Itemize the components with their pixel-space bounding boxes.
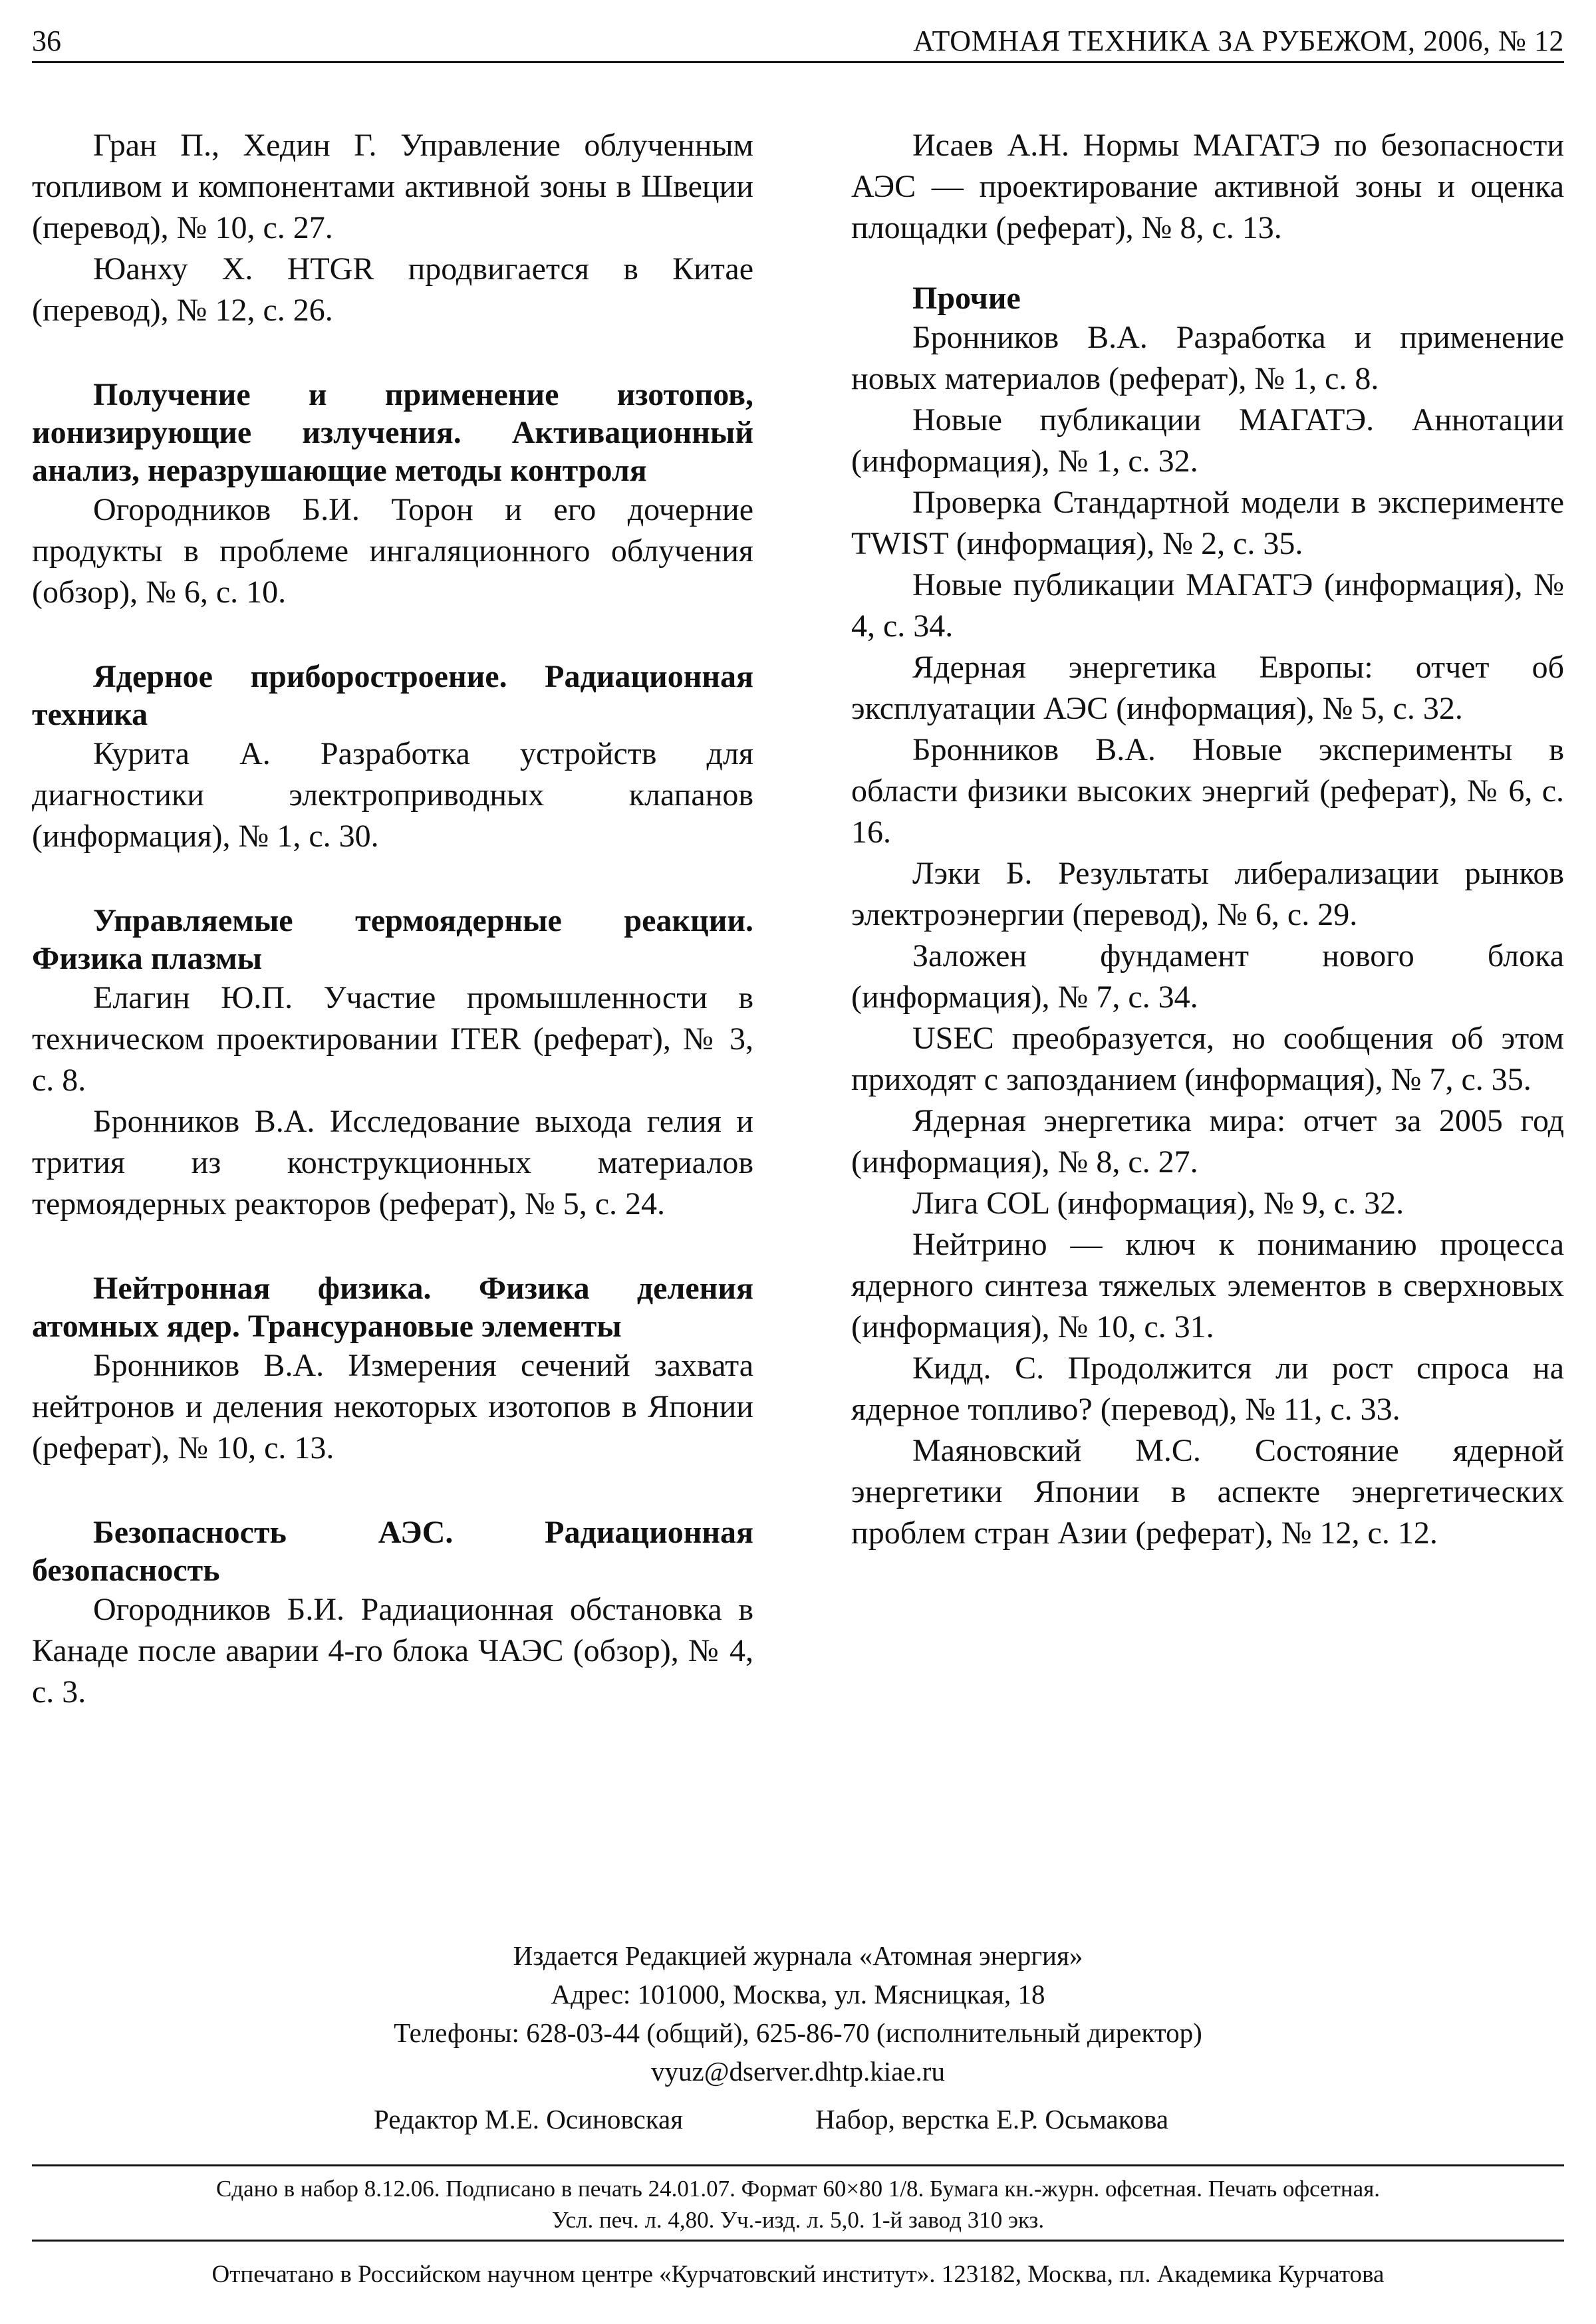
entry: Ядерная энергетика мира: отчет за 2005 год (информация), № 8, с. 27. <box>851 1103 1564 1180</box>
section-heading: Нейтронная физика. Физика деления атомных ядер. Трансурановые элементы <box>32 1271 753 1344</box>
entry: Бронников В.А. Измерения сечений захвата нейтронов и деления некоторых изотопов в Японии (реферат), № 10, с. 13. <box>32 1348 753 1466</box>
journal-title: АТОМНАЯ ТЕХНИКА ЗА РУБЕЖОМ, 2006, № 12 <box>913 25 1564 57</box>
editor-credit: Редактор М.Е. Осиновская <box>374 2104 684 2134</box>
section-heading: Безопасность АЭС. Радиационная безопасность <box>32 1515 753 1588</box>
section-heading: Получение и применение изотопов, ионизирующие излучения. Активационный анализ, неразрушающие методы контроля <box>32 377 753 488</box>
imprint-block <box>0 1936 1596 2138</box>
entry: Нейтрино — ключ к пониманию процесса ядерного синтеза тяжелых элементов в сверхновых (информация), № 10, с. 31. <box>851 1227 1564 1345</box>
page-number: 36 <box>32 25 61 57</box>
section-heading: Управляемые термоядерные реакции. Физика плазмы <box>32 903 753 976</box>
right-column <box>851 125 1564 1554</box>
entry: Проверка Стандартной модели в эксперименте TWIST (информация), № 2, с. 35. <box>851 485 1564 561</box>
tech-line-2: Усл. печ. л. 4,80. Уч.-изд. л. 5,0. 1-й завод 310 экз. <box>551 2207 1045 2233</box>
section-heading: Прочие <box>912 281 1021 316</box>
header-rule <box>32 61 1564 63</box>
editors-line <box>0 2100 1596 2138</box>
typesetting-credit: Набор, верстка Е.Р. Осьмакова <box>815 2104 1169 2134</box>
entry: Бронников В.А. Исследование выхода гелия и трития из конструкционных материалов термоядерных реакторов (реферат), № 5, с. 24. <box>32 1104 753 1222</box>
left-column <box>32 125 753 1713</box>
entry: USEC преобразуется, но сообщения об этом приходят с запозданием (информация), № 7, с. 35. <box>851 1021 1564 1097</box>
running-header <box>32 20 1564 61</box>
entry: Гран П., Хедин Г. Управление облученным топливом и компонентами активной зоны в Швеции (перевод), № 10, с. 27. <box>32 128 753 245</box>
entry: Ядерная энергетика Европы: отчет об эксплуатации АЭС (информация), № 5, с. 32. <box>851 650 1564 726</box>
entry: Лэки Б. Результаты либерализации рынков электроэнергии (перевод), № 6, с. 29. <box>851 856 1564 932</box>
entry: Бронников В.А. Новые эксперименты в области физики высоких энергий (реферат), № 6, с. 16. <box>851 732 1564 850</box>
entry: Огородников Б.И. Радиационная обстановка в Канаде после аварии 4-го блока ЧАЭС (обзор), № 4, с. 3. <box>32 1592 753 1710</box>
entry: Кидд. С. Продолжится ли рост спроса на ядерное топливо? (перевод), № 11, с. 33. <box>851 1351 1564 1427</box>
imprint-rule-top <box>32 2164 1564 2166</box>
address-line: Адрес: 101000, Москва, ул. Мясницкая, 18 <box>551 1979 1045 2009</box>
entry: Новые публикации МАГАТЭ. Аннотации (информация), № 1, с. 32. <box>851 402 1564 479</box>
entry: Лига COL (информация), № 9, с. 32. <box>912 1186 1404 1221</box>
email-line: vyuz@dserver.dhtp.kiae.ru <box>651 2056 945 2087</box>
publisher-line: Издается Редакцией журнала «Атомная энергия» <box>513 1940 1083 1971</box>
entry: Маяновский М.С. Состояние ядерной энергетики Японии в аспекте энергетических проблем стран Азии (реферат), № 12, с. 12. <box>851 1433 1564 1551</box>
entry: Курита А. Разработка устройств для диагностики электроприводных клапанов (информация), № 1, с. 30. <box>32 736 753 854</box>
entry: Елагин Ю.П. Участие промышленности в техническом проектировании ITER (реферат), № 3, с. 8. <box>32 980 753 1098</box>
entry: Исаев А.Н. Нормы МАГАТЭ по безопасности АЭС — проектирование активной зоны и оценка площадки (реферат), № 8, с. 13. <box>851 128 1564 245</box>
entry: Бронников В.А. Разработка и применение новых материалов (реферат), № 1, с. 8. <box>851 320 1564 396</box>
entry: Новые публикации МАГАТЭ (информация), № 4, с. 34. <box>851 567 1564 644</box>
entry: Огородников Б.И. Торон и его дочерние продукты в проблеме ингаляционного облучения (обзор), № 6, с. 10. <box>32 492 753 610</box>
technical-info <box>0 2173 1596 2236</box>
entry: Юанху X. HTGR продвигается в Китае (перевод), № 12, с. 26. <box>32 251 753 328</box>
tech-line-1: Сдано в набор 8.12.06. Подписано в печать 24.01.07. Формат 60×80 1/8. Бумага кн.-журн. офсетная. Печать офсетная. <box>215 2176 1381 2202</box>
imprint-rule-bottom <box>32 2240 1564 2242</box>
section-heading: Ядерное приборостроение. Радиационная техника <box>32 659 753 732</box>
entry: Заложен фундамент нового блока (информация), № 7, с. 34. <box>851 938 1564 1015</box>
phones-line: Телефоны: 628-03-44 (общий), 625-86-70 (исполнительный директор) <box>394 2017 1202 2048</box>
printed-by: Отпечатано в Российском научном центре «Курчатовский институт». 123182, Москва, пл. Академика Курчатова <box>211 2261 1385 2288</box>
